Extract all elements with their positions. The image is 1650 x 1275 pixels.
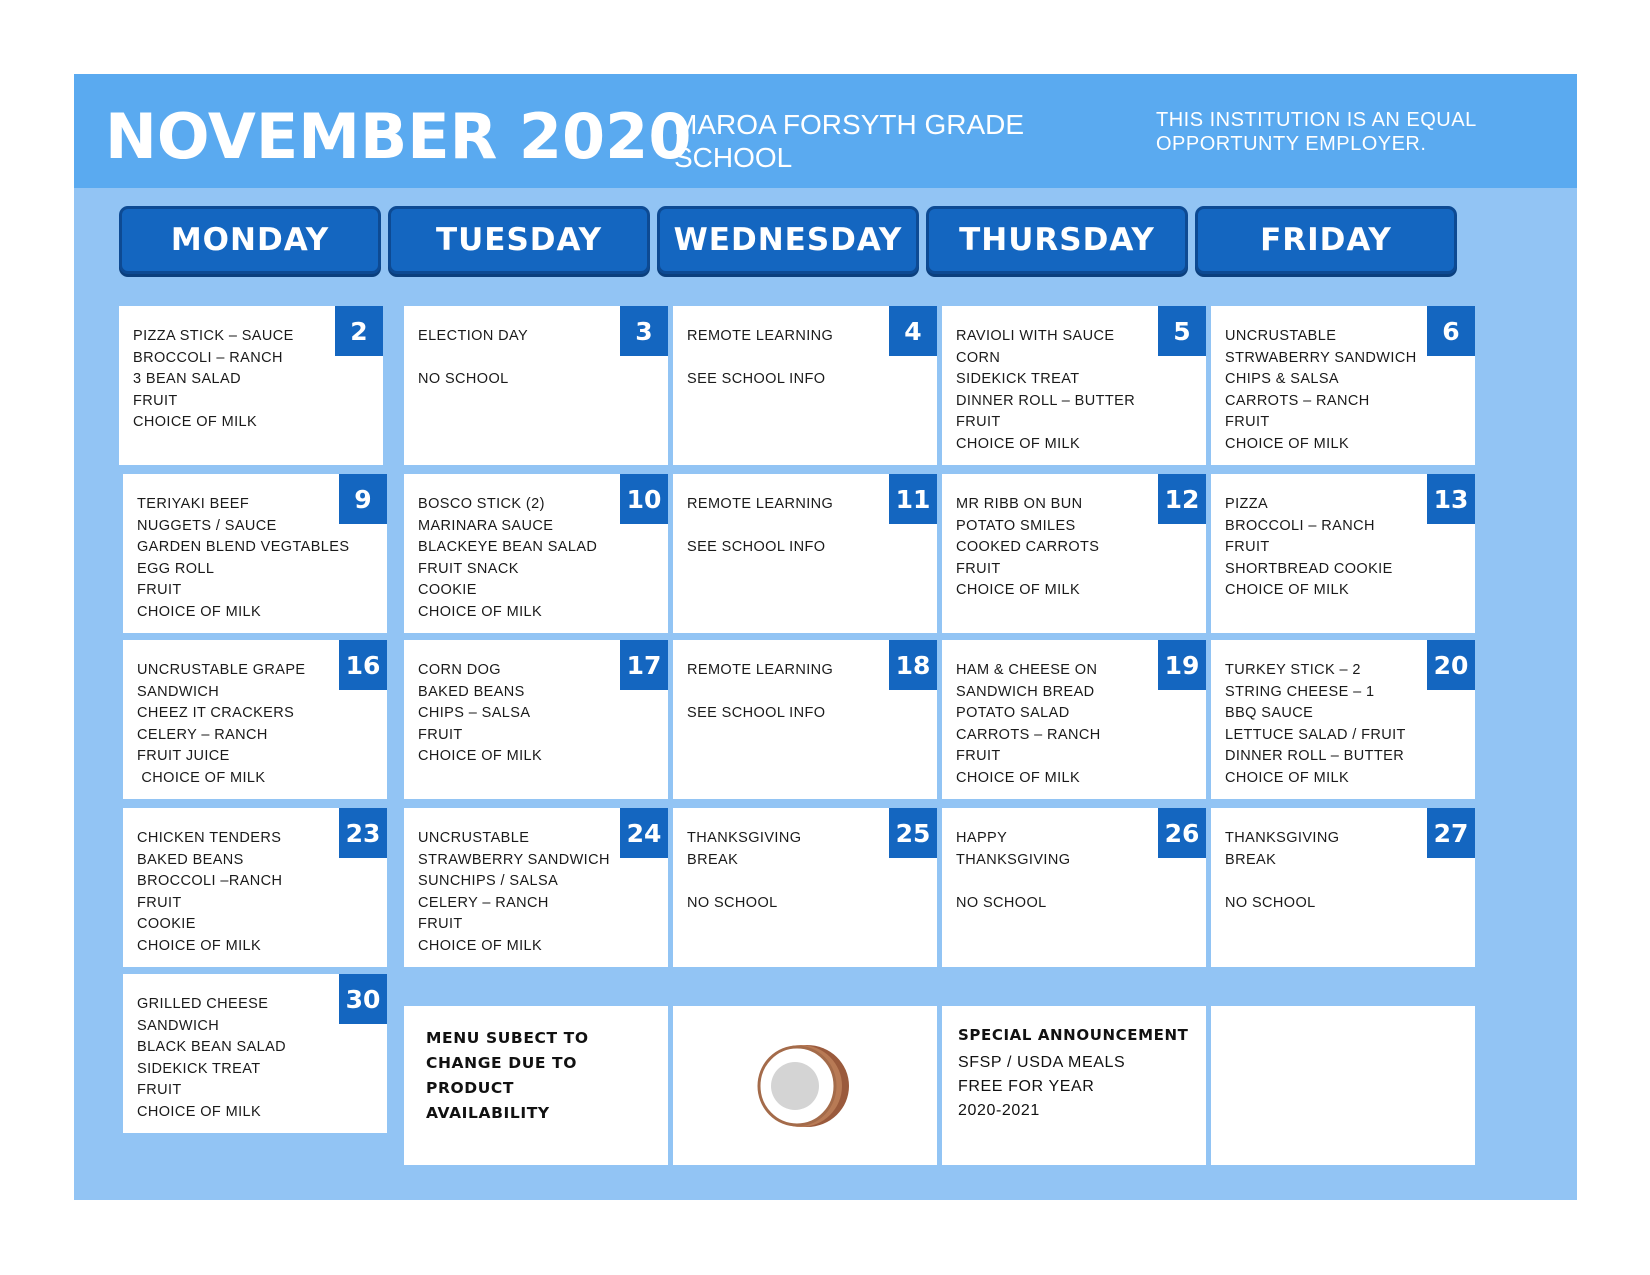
menu-items xyxy=(956,326,1156,455)
menu-notice-line: CHANGE DUE TO xyxy=(426,1054,578,1072)
menu-item: FRUIT xyxy=(418,726,463,743)
menu-item: STRING CHEESE – 1 xyxy=(1225,683,1375,700)
menu-item: FRUIT xyxy=(418,916,463,932)
day-cell xyxy=(942,640,1206,799)
day-number: 11 xyxy=(889,474,937,524)
day-cell xyxy=(673,808,937,967)
menu-item: BAKED BEANS xyxy=(418,683,525,700)
menu-item: CHOICE OF MILK xyxy=(418,748,543,764)
day-number: 9 xyxy=(339,474,387,524)
day-number: 4 xyxy=(889,306,937,356)
menu-item: FRUIT xyxy=(956,748,1001,764)
menu-item: REMOTE LEARNING xyxy=(687,328,834,344)
day-number: 18 xyxy=(889,640,937,690)
day-number: 2 xyxy=(335,306,383,356)
menu-item: STRWABERRY SANDWICH xyxy=(1225,349,1417,366)
coconut-icon xyxy=(749,1042,853,1130)
menu-item: BROCCOLI – RANCH xyxy=(133,349,283,366)
menu-item: DINNER ROLL – BUTTER xyxy=(1225,748,1405,764)
day-number: 20 xyxy=(1427,640,1475,690)
month-title: NOVEMBER 2020 xyxy=(105,100,692,173)
menu-item: DINNER ROLL – BUTTER xyxy=(956,392,1136,409)
menu-item: NO SCHOOL xyxy=(418,371,509,387)
menu-items xyxy=(1225,660,1425,789)
menu-item: FRUIT xyxy=(133,392,178,409)
day-cell xyxy=(942,808,1206,967)
menu-item: ELECTION DAY xyxy=(418,328,529,344)
menu-item: CHOICE OF MILK xyxy=(137,603,262,620)
menu-item: FRUIT SNACK xyxy=(418,560,519,577)
menu-item: BREAK xyxy=(687,851,739,868)
menu-item: SEE SCHOOL INFO xyxy=(687,371,826,387)
menu-items xyxy=(137,994,337,1123)
menu-items xyxy=(418,828,618,957)
menu-items xyxy=(687,494,887,559)
menu-item xyxy=(687,871,887,893)
day-header-thursday: THURSDAY xyxy=(926,206,1188,274)
menu-item: HAM & CHEESE ON xyxy=(956,662,1098,678)
menu-item: REMOTE LEARNING xyxy=(687,496,834,512)
menu-item: NO SCHOOL xyxy=(687,894,778,911)
menu-items xyxy=(1225,326,1425,455)
menu-item: BREAK xyxy=(1225,851,1277,868)
day-cell xyxy=(942,306,1206,465)
menu-items xyxy=(418,494,618,623)
menu-item: SANDWICH xyxy=(137,1017,220,1034)
menu-item: SHORTBREAD COOKIE xyxy=(1225,560,1393,577)
day-cell xyxy=(123,640,387,799)
menu-item: TERIYAKI BEEF xyxy=(137,496,250,512)
menu-item: HAPPY xyxy=(956,830,1008,846)
coconut-cell xyxy=(673,1006,937,1165)
menu-item: BAKED BEANS xyxy=(137,851,244,868)
menu-item: SANDWICH BREAD xyxy=(956,683,1095,700)
menu-items xyxy=(687,828,887,914)
menu-item: CHICKEN TENDERS xyxy=(137,830,282,846)
menu-item: BROCCOLI –RANCH xyxy=(137,873,283,889)
menu-items xyxy=(956,828,1156,914)
day-cell xyxy=(1211,306,1475,465)
day-cell xyxy=(404,474,668,633)
menu-item: PIZZA STICK – SAUCE xyxy=(133,328,294,344)
day-number: 23 xyxy=(339,808,387,858)
menu-items xyxy=(1225,494,1425,602)
menu-item: RAVIOLI WITH SAUCE xyxy=(956,328,1115,344)
menu-notice-cell xyxy=(404,1006,668,1165)
day-number: 13 xyxy=(1427,474,1475,524)
day-cell xyxy=(123,808,387,967)
day-number: 26 xyxy=(1158,808,1206,858)
menu-item: CHOICE OF MILK xyxy=(1225,582,1350,598)
menu-item xyxy=(687,348,887,370)
menu-item: CELERY – RANCH xyxy=(137,726,268,743)
menu-item: CHOICE OF MILK xyxy=(956,435,1081,452)
menu-item xyxy=(956,871,1156,893)
calendar-frame xyxy=(74,74,1577,1200)
day-number: 6 xyxy=(1427,306,1475,356)
menu-item: CHOICE OF MILK xyxy=(137,1103,262,1120)
menu-item: FRUIT xyxy=(137,1082,182,1098)
menu-items xyxy=(418,326,618,391)
menu-item: CHOICE OF MILK xyxy=(956,769,1081,786)
day-cell xyxy=(673,306,937,465)
menu-item: GRILLED CHEESE xyxy=(137,996,269,1012)
menu-item: UNCRUSTABLE GRAPE xyxy=(137,662,306,678)
menu-item: CARROTS – RANCH xyxy=(956,726,1101,743)
menu-item: CHOICE OF MILK xyxy=(418,603,543,620)
day-cell xyxy=(404,306,668,465)
menu-items xyxy=(137,494,350,623)
day-number: 17 xyxy=(620,640,668,690)
menu-item: COOKED CARROTS xyxy=(956,539,1100,555)
announcement-title: SPECIAL ANNOUNCEMENT xyxy=(958,1026,1189,1044)
menu-notice-line: PRODUCT xyxy=(426,1079,515,1097)
day-header-wednesday: WEDNESDAY xyxy=(657,206,919,274)
menu-item: CARROTS – RANCH xyxy=(1225,392,1370,409)
day-cell xyxy=(673,474,937,633)
day-cell xyxy=(673,640,937,799)
day-number: 16 xyxy=(339,640,387,690)
menu-item: FRUIT xyxy=(1225,539,1270,555)
menu-item: THANKSGIVING xyxy=(956,851,1071,868)
menu-item: CHEEZ IT CRACKERS xyxy=(137,705,295,721)
menu-item: SEE SCHOOL INFO xyxy=(687,539,826,555)
menu-item: CHIPS & SALSA xyxy=(1225,371,1339,387)
menu-item: BLACK BEAN SALAD xyxy=(137,1039,287,1055)
day-number: 19 xyxy=(1158,640,1206,690)
day-cell xyxy=(1211,474,1475,633)
menu-item: MARINARA SAUCE xyxy=(418,517,554,534)
menu-item: SIDEKICK TREAT xyxy=(956,371,1080,387)
day-cell xyxy=(404,640,668,799)
menu-item: FRUIT xyxy=(137,894,182,911)
menu-item: CHOICE OF MILK xyxy=(418,937,543,954)
day-number: 10 xyxy=(620,474,668,524)
day-cell xyxy=(404,808,668,967)
menu-item: PIZZA xyxy=(1225,496,1269,512)
menu-items xyxy=(133,326,333,434)
empty-cell xyxy=(1211,1006,1475,1165)
menu-item: SEE SCHOOL INFO xyxy=(687,705,826,721)
menu-item: REMOTE LEARNING xyxy=(687,662,834,678)
menu-item: CHOICE OF MILK xyxy=(1225,435,1350,452)
calendar-header xyxy=(74,74,1577,188)
menu-items xyxy=(956,494,1156,602)
menu-item: MR RIBB ON BUN xyxy=(956,496,1083,512)
day-number: 5 xyxy=(1158,306,1206,356)
day-header-monday: MONDAY xyxy=(119,206,381,274)
menu-item: TURKEY STICK – 2 xyxy=(1225,662,1361,678)
day-number: 30 xyxy=(339,974,387,1024)
menu-item: FRUIT xyxy=(1225,414,1270,430)
menu-item: SANDWICH xyxy=(137,683,220,700)
day-header-friday: FRIDAY xyxy=(1195,206,1457,274)
menu-item: CELERY – RANCH xyxy=(418,894,549,911)
announcement-cell xyxy=(942,1006,1206,1165)
menu-item: THANKSGIVING xyxy=(1225,830,1340,846)
day-cell xyxy=(942,474,1206,633)
menu-item: UNCRUSTABLE xyxy=(1225,328,1337,344)
menu-item xyxy=(418,348,618,370)
day-number: 12 xyxy=(1158,474,1206,524)
day-cell xyxy=(123,974,387,1133)
announcement-line: FREE FOR YEAR xyxy=(958,1078,1095,1095)
menu-item: FRUIT JUICE xyxy=(137,748,230,764)
menu-items xyxy=(687,326,887,391)
menu-notice-line: MENU SUBECT TO xyxy=(426,1029,589,1047)
menu-items xyxy=(687,660,887,725)
menu-item: CHIPS – SALSA xyxy=(418,705,531,721)
day-number: 27 xyxy=(1427,808,1475,858)
menu-item: CORN xyxy=(956,349,1001,366)
menu-item: GARDEN BLEND VEGTABLES xyxy=(137,539,350,555)
equal-opportunity-notice: THIS INSTITUTION IS AN EQUAL OPPORTUNTY EMPLOYER. xyxy=(1156,109,1476,155)
menu-items xyxy=(956,660,1156,789)
menu-item: SUNCHIPS / SALSA xyxy=(418,873,559,889)
menu-item: FRUIT xyxy=(137,582,182,598)
menu-item: CHOICE OF MILK xyxy=(133,414,258,430)
day-header-tuesday: TUESDAY xyxy=(388,206,650,274)
menu-notice xyxy=(426,1026,658,1126)
menu-items xyxy=(137,660,337,789)
menu-item: POTATO SMILES xyxy=(956,517,1076,534)
menu-item xyxy=(687,516,887,538)
menu-item: FRUIT xyxy=(956,414,1001,430)
menu-item xyxy=(687,682,887,704)
menu-item: CORN DOG xyxy=(418,662,501,678)
menu-item: CHOICE OF MILK xyxy=(956,582,1081,598)
menu-item: SIDEKICK TREAT xyxy=(137,1060,261,1077)
menu-item: BLACKEYE BEAN SALAD xyxy=(418,539,598,555)
menu-items xyxy=(1225,828,1425,914)
menu-item: CHOICE OF MILK xyxy=(137,937,262,954)
day-cell xyxy=(119,306,383,465)
menu-item: UNCRUSTABLE xyxy=(418,830,530,846)
menu-item: POTATO SALAD xyxy=(956,705,1070,721)
menu-item: STRAWBERRY SANDWICH xyxy=(418,851,610,868)
menu-item xyxy=(1225,871,1425,893)
menu-item: CHOICE OF MILK xyxy=(137,769,266,786)
menu-item: THANKSGIVING xyxy=(687,830,802,846)
menu-item: NO SCHOOL xyxy=(956,894,1047,911)
menu-items xyxy=(418,660,618,768)
menu-item: NUGGETS / SAUCE xyxy=(137,517,277,534)
menu-item: COOKIE xyxy=(418,582,477,598)
day-cell xyxy=(123,474,387,633)
menu-item: CHOICE OF MILK xyxy=(1225,769,1350,786)
day-number: 25 xyxy=(889,808,937,858)
day-cell xyxy=(1211,640,1475,799)
day-cell xyxy=(1211,808,1475,967)
menu-item: 3 BEAN SALAD xyxy=(133,371,241,387)
menu-item: EGG ROLL xyxy=(137,560,215,577)
menu-item: BROCCOLI – RANCH xyxy=(1225,517,1375,534)
menu-item: BBQ SAUCE xyxy=(1225,705,1314,721)
menu-item: COOKIE xyxy=(137,916,196,932)
school-name: MAROA FORSYTH GRADE SCHOOL xyxy=(674,109,1025,173)
menu-items xyxy=(137,828,337,957)
menu-item: NO SCHOOL xyxy=(1225,894,1316,911)
day-number: 3 xyxy=(620,306,668,356)
announcement-line: 2020-2021 xyxy=(958,1102,1040,1119)
menu-item: FRUIT xyxy=(956,560,1001,577)
day-number: 24 xyxy=(620,808,668,858)
menu-item: LETTUCE SALAD / FRUIT xyxy=(1225,726,1406,743)
menu-item: BOSCO STICK (2) xyxy=(418,496,545,512)
announcement-body xyxy=(958,1051,1125,1123)
announcement-line: SFSP / USDA MEALS xyxy=(958,1054,1126,1071)
menu-notice-line: AVAILABILITY xyxy=(426,1104,550,1122)
